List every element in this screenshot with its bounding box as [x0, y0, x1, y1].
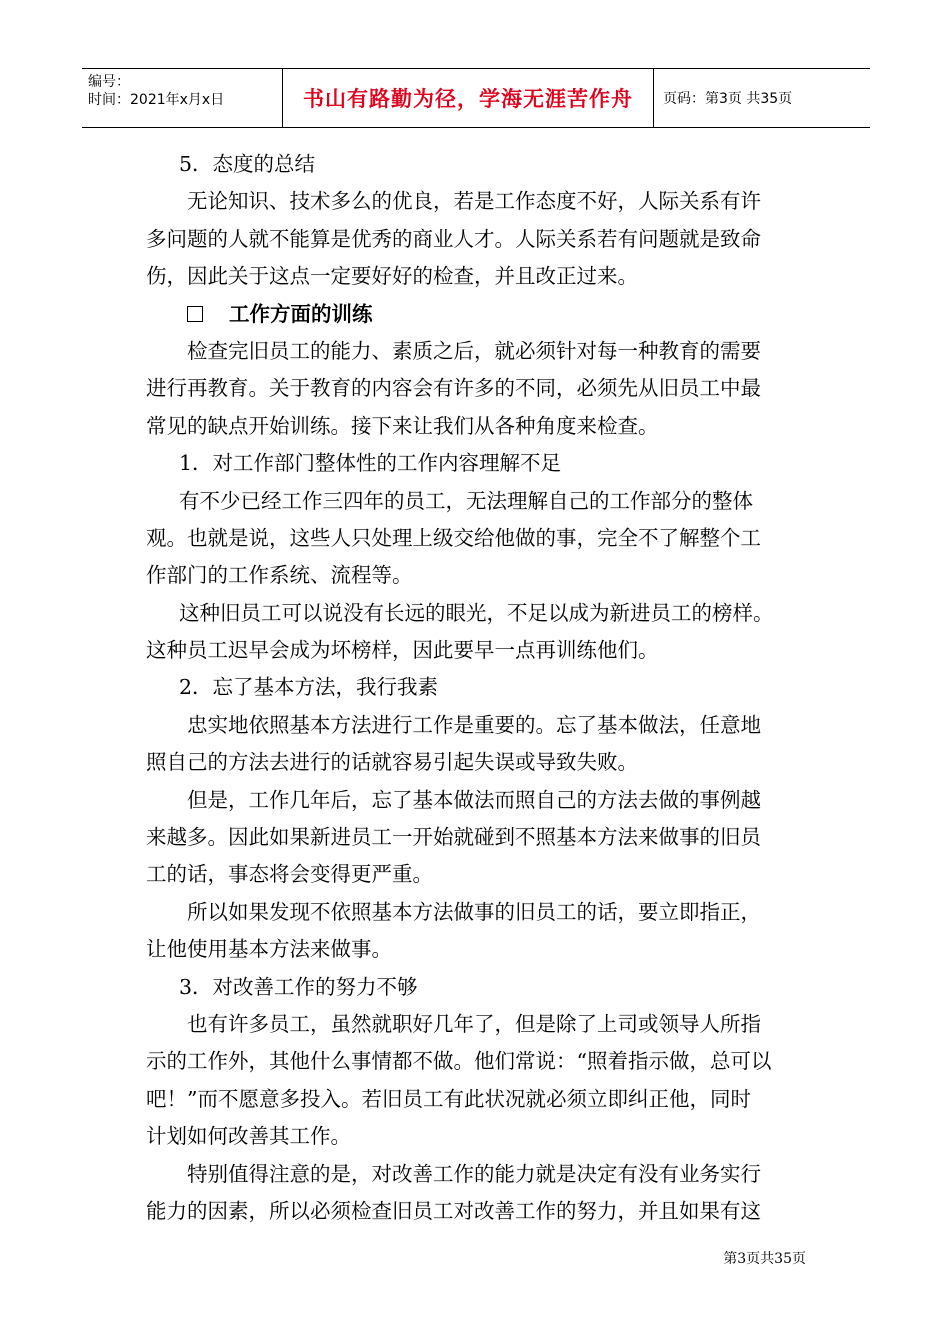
paragraph-line: 工的话，事态将会变得更严重。	[146, 862, 433, 887]
paragraph-line: 吧！”而不愿意多投入。若旧员工有此状况就必须立即纠正他，同时	[146, 1086, 751, 1111]
checkbox-square-icon	[187, 306, 203, 322]
paragraph-line: 特别值得注意的是，对改善工作的能力就是决定有没有业务实行	[187, 1161, 761, 1186]
paragraph-line: 让他使用基本方法来做事。	[146, 937, 392, 962]
paragraph-line: 进行再教育。关于教育的内容会有许多的不同，必须先从旧员工中最	[146, 376, 761, 401]
header-motto: 书山有路勤为径，学海无涯苦作舟	[283, 69, 654, 127]
header-meta-cell	[82, 69, 283, 127]
paragraph-line: 忠实地依照基本方法进行工作是重要的。忘了基本做法，任意地	[187, 712, 761, 737]
paragraph-line: 这种员工迟早会成为坏榜样，因此要早一点再训练他们。	[146, 638, 659, 663]
code-label: 编号：	[88, 74, 130, 90]
paragraph-line: 计划如何改善其工作。	[146, 1124, 351, 1149]
section-heading-work-training	[146, 296, 814, 333]
page-header	[82, 68, 870, 128]
paragraph-line: 但是，工作几年后，忘了基本做法而照自己的方法去做的事例越	[187, 787, 761, 812]
section-heading-attitude-summary: 5．态度的总结	[179, 152, 316, 176]
document-body	[146, 146, 814, 1230]
item-heading-1: 1．对工作部门整体性的工作内容理解不足	[179, 451, 562, 476]
paragraph-line: 无论知识、技术多么的优良，若是工作态度不好，人际关系有许	[187, 189, 761, 214]
paragraph-line: 也有许多员工，虽然就职好几年了，但是除了上司或领导人所指	[187, 1011, 761, 1036]
paragraph-line: 来越多。因此如果新进员工一开始就碰到不照基本方法来做事的旧员	[146, 825, 761, 850]
paragraph-line: 多问题的人就不能算是优秀的商业人才。人际关系若有问题就是致命	[146, 226, 761, 251]
paragraph-line: 这种旧员工可以说没有长远的眼光，不足以成为新进员工的榜样。	[179, 600, 774, 625]
paragraph-line: 所以如果发现不依照基本方法做事的旧员工的话，要立即指正，	[187, 899, 761, 924]
paragraph-line: 照自己的方法去进行的话就容易引起失误或导致失败。	[146, 750, 638, 775]
paragraph-line: 有不少已经工作三四年的员工，无法理解自己的工作部分的整体	[179, 488, 753, 513]
item-heading-3: 3．对改善工作的努力不够	[179, 974, 418, 999]
page-footer: 第3页共35页	[723, 1251, 806, 1267]
paragraph-line: 能力的因素，所以必须检查旧员工对改善工作的努力，并且如果有这	[146, 1198, 761, 1223]
heading-text: 工作方面的训练	[229, 301, 373, 326]
paragraph-line: 示的工作外，其他什么事情都不做。他们常说：“照着指示做，总可以	[146, 1049, 772, 1074]
paragraph-line: 常见的缺点开始训练。接下来让我们从各种角度来检查。	[146, 413, 659, 438]
paragraph-line: 伤，因此关于这点一定要好好的检查，并且改正过来。	[146, 264, 638, 289]
paragraph-line: 检查完旧员工的能力、素质之后，就必须针对每一种教育的需要	[187, 338, 761, 363]
item-heading-2: 2．忘了基本方法，我行我素	[179, 675, 439, 700]
header-page-info: 页码：第3页 共35页	[663, 91, 793, 107]
paragraph-line: 观。也就是说，这些人只处理上级交给他做的事，完全不了解整个工	[146, 525, 761, 550]
paragraph-line: 作部门的工作系统、流程等。	[146, 563, 413, 588]
time-label: 时间：2021年x月x日	[88, 92, 225, 108]
